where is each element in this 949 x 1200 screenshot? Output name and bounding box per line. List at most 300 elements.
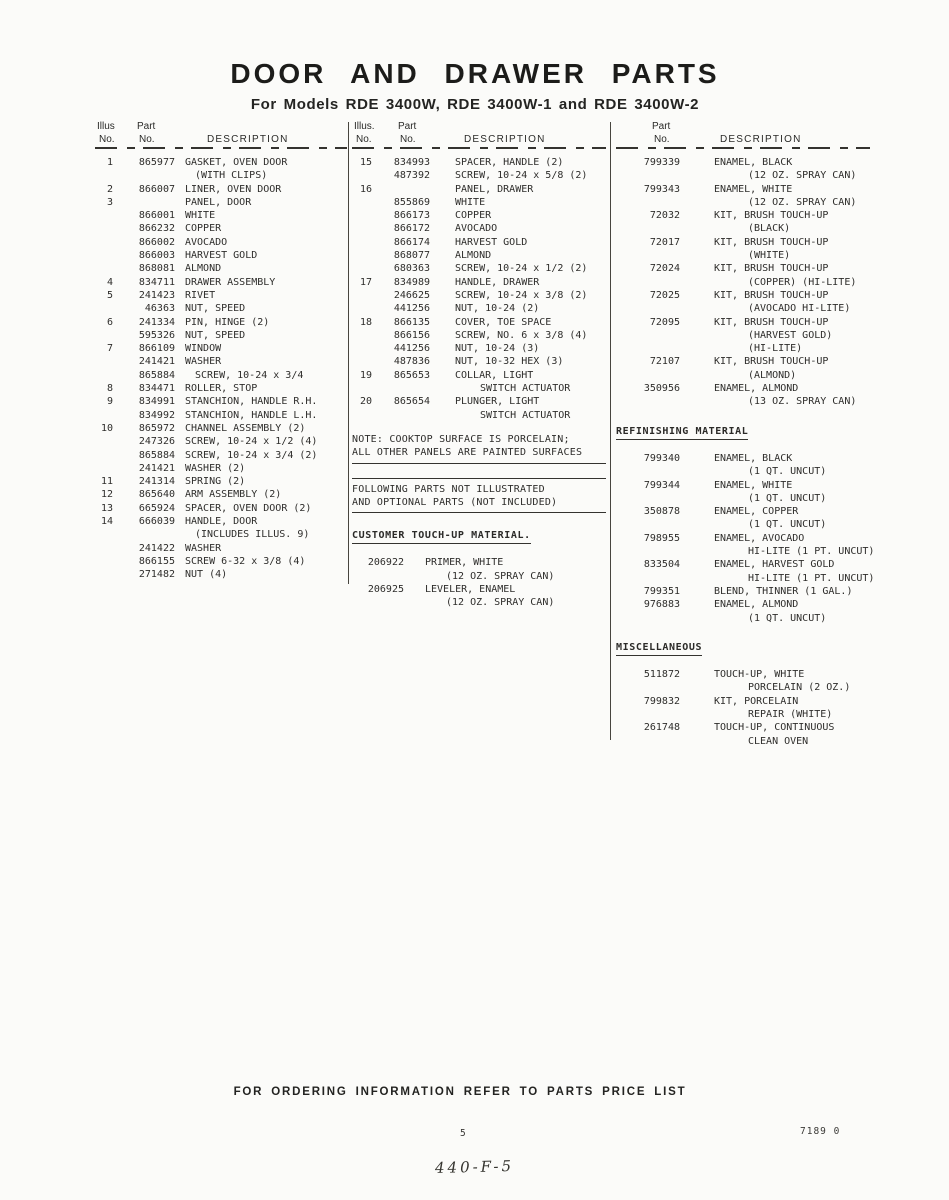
illus-no: 9 <box>106 396 113 408</box>
porcelain-note <box>352 433 606 464</box>
part-no: 595326 <box>138 329 175 341</box>
parts-entry-line <box>616 532 870 545</box>
part-no: 976883 <box>643 599 680 611</box>
parts-entry <box>616 585 870 598</box>
illus-no: 3 <box>106 196 113 208</box>
parts-entry <box>95 462 347 475</box>
illus-no <box>95 329 113 342</box>
parts-entry <box>95 196 347 209</box>
parts-entry-line <box>95 409 347 422</box>
parts-entry-line <box>616 585 870 598</box>
part-description: SCREW, 10-24 x 5/8 (2) <box>455 170 588 182</box>
column3-rows <box>616 156 870 409</box>
part-no: 866002 <box>138 236 175 248</box>
parts-entry <box>352 583 606 610</box>
parts-entry-line <box>352 236 606 249</box>
parts-column-2 <box>352 120 606 610</box>
parts-entry-line <box>95 156 347 169</box>
part-description: CHANNEL ASSEMBLY (2) <box>185 422 306 434</box>
illus-no: 2 <box>106 183 113 195</box>
parts-entry-line <box>352 570 606 583</box>
parts-entry <box>616 452 870 479</box>
parts-entry <box>95 355 347 368</box>
parts-entry <box>95 395 347 408</box>
part-description: (1 QT. UNCUT) <box>748 612 827 624</box>
page-title: DOOR AND DRAWER PARTS <box>230 58 720 89</box>
part-no: 441256 <box>393 303 430 315</box>
part-no: 855869 <box>393 196 430 208</box>
parts-entry-line <box>616 681 870 694</box>
illus-no <box>352 262 372 275</box>
parts-entry-line <box>352 169 606 182</box>
part-no-header-label: No. <box>400 134 416 145</box>
parts-entry-line <box>616 708 870 721</box>
illus-no: 17 <box>359 276 372 288</box>
parts-entry-line <box>95 355 347 368</box>
parts-entry-line <box>95 249 347 262</box>
part-no: 271482 <box>138 569 175 581</box>
part-description: REPAIR (WHITE) <box>748 708 833 720</box>
illus-no <box>352 236 372 249</box>
parts-entry-line <box>95 395 347 408</box>
parts-entry-line <box>616 316 870 329</box>
illus-no: 12 <box>100 489 113 501</box>
parts-entry-line <box>616 479 870 492</box>
parts-entry-line <box>95 475 347 488</box>
parts-entry <box>95 422 347 435</box>
illus-no: 7 <box>106 343 113 355</box>
column2-rows <box>352 156 606 422</box>
part-description: ALMOND <box>455 250 492 262</box>
column1-header <box>95 120 347 156</box>
part-no: 799832 <box>643 695 680 707</box>
parts-entry <box>95 568 347 581</box>
parts-entry-line <box>352 156 606 169</box>
part-no: 247326 <box>138 436 175 448</box>
part-no: 72107 <box>649 356 680 368</box>
form-number: 7189 0 <box>800 1126 841 1137</box>
parts-entry-line <box>352 329 606 342</box>
part-description: (COPPER) (HI-LITE) <box>748 276 857 288</box>
parts-entry-line <box>616 169 870 182</box>
parts-entry <box>95 502 347 515</box>
parts-entry <box>616 236 870 263</box>
part-description: STANCHION, HANDLE L.H. <box>185 409 318 421</box>
parts-entry <box>352 342 606 355</box>
part-no: 866156 <box>393 329 430 341</box>
illus-no <box>95 302 113 315</box>
illus-no <box>352 249 372 262</box>
parts-entry <box>352 369 606 396</box>
illus-no <box>95 568 113 581</box>
part-description: LEVELER, ENAMEL <box>425 584 516 596</box>
header-rule <box>95 147 347 149</box>
illus-no <box>95 249 113 262</box>
part-no: 441256 <box>393 343 430 355</box>
not-illustrated-note <box>352 478 606 514</box>
part-no: 865640 <box>138 489 175 501</box>
description-header-label: DESCRIPTION <box>464 134 546 145</box>
part-no: 866155 <box>138 555 175 567</box>
illus-no: 4 <box>106 276 113 288</box>
parts-entry <box>352 302 606 315</box>
part-no: 799340 <box>643 452 680 464</box>
part-description: SCREW, 10-24 x 1/2 (4) <box>185 436 318 448</box>
part-description: NUT, 10-24 (3) <box>455 343 540 355</box>
illus-no: 20 <box>359 396 372 408</box>
part-description: NUT (4) <box>185 569 228 581</box>
illus-no: 18 <box>359 316 372 328</box>
parts-entry-line <box>352 556 606 569</box>
part-no: 868077 <box>393 250 430 262</box>
parts-entry <box>95 289 347 302</box>
part-description: (HARVEST GOLD) <box>748 329 833 341</box>
parts-entry-line <box>616 505 870 518</box>
illus-no <box>352 289 372 302</box>
parts-entry <box>616 382 870 409</box>
column3-header <box>616 120 870 156</box>
parts-entry-line <box>352 302 606 315</box>
part-description: (BLACK) <box>748 223 791 235</box>
illus-no: 1 <box>106 157 113 168</box>
parts-entry-line <box>616 735 870 748</box>
part-description: ENAMEL, ALMOND <box>714 599 799 611</box>
parts-entry-line <box>352 262 606 275</box>
part-no: 865972 <box>138 422 175 434</box>
parts-entry <box>352 209 606 222</box>
parts-entry-line <box>95 276 347 289</box>
parts-entry <box>95 369 347 382</box>
parts-entry <box>616 558 875 585</box>
part-description: PIN, HINGE (2) <box>185 316 270 328</box>
part-no: 866109 <box>138 343 175 355</box>
header-rule <box>616 147 870 149</box>
part-description: KIT, PORCELAIN <box>714 695 799 707</box>
part-description: AVOCADO <box>185 236 228 248</box>
part-no: 865977 <box>138 157 175 168</box>
parts-entry-line <box>95 316 347 329</box>
parts-entry-line <box>95 502 347 515</box>
illus-no: 11 <box>100 476 113 488</box>
part-no: 241423 <box>138 289 175 301</box>
part-description: ENAMEL, BLACK <box>714 452 793 464</box>
part-no: 665924 <box>138 502 175 514</box>
parts-entry-line <box>352 409 606 422</box>
illus-no-header-label: No. <box>99 134 115 145</box>
parts-entry <box>352 556 606 583</box>
parts-entry-line <box>352 369 606 382</box>
part-description: WASHER <box>185 542 222 554</box>
part-no: 866174 <box>393 236 430 248</box>
parts-entry <box>352 169 606 182</box>
part-no: 865884 <box>138 449 175 461</box>
touchup-material-heading: CUSTOMER TOUCH-UP MATERIAL. <box>352 529 531 544</box>
part-no: 487392 <box>393 170 430 182</box>
part-no: 246625 <box>393 289 430 301</box>
part-no: 798955 <box>643 532 680 544</box>
part-description: PRIMER, WHITE <box>425 557 504 569</box>
part-no: 241314 <box>138 476 175 488</box>
illus-no <box>352 342 372 355</box>
part-description: (13 OZ. SPRAY CAN) <box>748 396 857 408</box>
title-block <box>60 58 890 113</box>
illus-no: 16 <box>359 183 372 195</box>
part-no: 72025 <box>649 289 680 301</box>
parts-entry-line <box>616 545 875 558</box>
parts-entry-line <box>616 329 870 342</box>
section-rows <box>616 452 875 625</box>
part-description: HARVEST GOLD <box>185 250 258 262</box>
illus-no: 10 <box>100 422 113 434</box>
column-divider <box>610 122 611 740</box>
part-description: SCREW 6-32 x 3/8 (4) <box>185 555 306 567</box>
illus-no-header-label: No. <box>356 134 372 145</box>
illus-no <box>95 262 113 275</box>
parts-entry <box>95 329 347 342</box>
illus-no <box>95 449 113 462</box>
part-description: SCREW, 10-24 x 3/8 (2) <box>455 289 588 301</box>
part-description: WHITE <box>455 196 486 208</box>
part-description: ENAMEL, ALMOND <box>714 383 799 395</box>
parts-entry <box>616 355 870 382</box>
parts-entry-line <box>95 382 347 395</box>
part-description: KIT, BRUSH TOUCH-UP <box>714 289 829 301</box>
parts-entry-line <box>352 355 606 368</box>
part-no: 72017 <box>649 236 680 248</box>
part-description: SCREW, 10-24 x 3/4 <box>195 369 304 381</box>
parts-entry <box>95 382 347 395</box>
column1-rows <box>95 156 347 582</box>
section-heading: MISCELLANEOUS <box>616 641 702 656</box>
part-no: 834993 <box>393 157 430 168</box>
part-no: 833504 <box>643 559 680 571</box>
parts-entry <box>616 505 870 532</box>
parts-entry-line <box>616 721 870 734</box>
note-line: FOLLOWING PARTS NOT ILLUSTRATED <box>352 483 545 495</box>
part-description: NUT, 10-24 (2) <box>455 303 540 315</box>
parts-entry-line <box>616 262 870 275</box>
parts-entry-line <box>95 449 347 462</box>
parts-entry-line <box>352 196 606 209</box>
parts-entry-line <box>352 382 606 395</box>
illus-no: 8 <box>106 383 113 395</box>
parts-entry-line <box>352 276 606 289</box>
part-no: 72095 <box>649 316 680 328</box>
part-header-label: Part <box>137 121 156 132</box>
part-description: WINDOW <box>185 343 222 355</box>
part-description: ENAMEL, BLACK <box>714 157 793 168</box>
note-line: AND OPTIONAL PARTS (NOT INCLUDED) <box>352 496 558 508</box>
part-description: ROLLER, STOP <box>185 383 258 395</box>
parts-entry-line <box>616 183 870 196</box>
part-description: SCREW, 10-24 x 3/4 (2) <box>185 449 318 461</box>
illus-no <box>95 209 113 222</box>
illus-no: 6 <box>106 316 113 328</box>
parts-entry <box>95 555 347 568</box>
part-description: SPACER, OVEN DOOR (2) <box>185 502 312 514</box>
parts-entry-line <box>95 568 347 581</box>
parts-entry-line <box>95 435 347 448</box>
part-no: 206925 <box>367 584 404 596</box>
part-description: PLUNGER, LIGHT <box>455 396 540 408</box>
parts-entry-line <box>95 515 347 528</box>
parts-entry-line <box>95 289 347 302</box>
parts-entry-line <box>616 302 870 315</box>
parts-entry-line <box>616 518 870 531</box>
parts-entry <box>616 479 870 506</box>
parts-entry <box>352 355 606 368</box>
part-no: 834711 <box>138 276 175 288</box>
parts-entry <box>95 249 347 262</box>
parts-entry <box>95 409 347 422</box>
illus-header-label: Illus <box>97 121 115 132</box>
parts-entry <box>95 488 347 501</box>
part-description: NUT, SPEED <box>185 329 246 341</box>
parts-entry-line <box>352 583 606 596</box>
column2-header <box>352 120 606 156</box>
part-description: BLEND, THINNER (1 GAL.) <box>714 585 853 597</box>
illus-no <box>95 355 113 368</box>
parts-entry <box>616 721 870 748</box>
parts-entry <box>95 542 347 555</box>
part-description: ENAMEL, COPPER <box>714 506 799 518</box>
parts-entry-line <box>616 276 870 289</box>
parts-entry <box>95 183 347 196</box>
parts-entry-line <box>616 452 870 465</box>
illus-no: 14 <box>100 516 113 528</box>
parts-entry <box>616 695 870 722</box>
parts-entry-line <box>616 236 870 249</box>
part-no: 261748 <box>643 722 680 734</box>
parts-entry-line <box>616 695 870 708</box>
parts-entry-line <box>95 183 347 196</box>
parts-entry <box>95 316 347 329</box>
part-description: WHITE <box>185 210 216 222</box>
part-description: COVER, TOE SPACE <box>455 316 552 328</box>
page-number: 5 <box>460 1128 466 1139</box>
parts-entry-line <box>352 395 606 408</box>
parts-column-3 <box>616 120 875 748</box>
part-no-header-label: No. <box>654 134 670 145</box>
part-no: 350956 <box>643 383 680 395</box>
part-no: 866001 <box>138 210 175 222</box>
part-description: TOUCH-UP, CONTINUOUS <box>714 722 835 734</box>
parts-entry-line <box>95 555 347 568</box>
part-no: 834989 <box>393 276 430 288</box>
part-description: (12 OZ. SPRAY CAN) <box>748 170 857 182</box>
part-description: AVOCADO <box>455 223 498 235</box>
part-description: HANDLE, DOOR <box>185 516 258 528</box>
note-line: ALL OTHER PANELS ARE PAINTED SURFACES <box>352 447 583 459</box>
parts-entry-line <box>352 342 606 355</box>
part-description: PANEL, DOOR <box>185 196 252 208</box>
part-description: COPPER <box>455 210 492 222</box>
parts-entry <box>95 209 347 222</box>
parts-entry-line <box>616 465 870 478</box>
parts-entry <box>95 475 347 488</box>
part-description: COLLAR, LIGHT <box>455 369 534 381</box>
part-no: 866003 <box>138 250 175 262</box>
part-description: KIT, BRUSH TOUCH-UP <box>714 210 829 222</box>
part-no: 241421 <box>138 462 175 474</box>
parts-entry-line <box>95 488 347 501</box>
parts-entry-line <box>95 302 347 315</box>
parts-entry <box>95 302 347 315</box>
parts-entry <box>95 435 347 448</box>
part-description: HARVEST GOLD <box>455 236 528 248</box>
part-no: 834471 <box>138 383 175 395</box>
parts-entry-line <box>95 222 347 235</box>
part-description: TOUCH-UP, WHITE <box>714 669 805 681</box>
parts-entry-line <box>95 369 347 382</box>
part-description: (1 QT. UNCUT) <box>748 519 827 531</box>
part-no: 680363 <box>393 263 430 275</box>
part-no: 866173 <box>393 210 430 222</box>
part-no: 350878 <box>643 506 680 518</box>
part-description: (12 OZ. SPRAY CAN) <box>446 570 555 582</box>
part-no: 666039 <box>138 516 175 528</box>
part-no: 799339 <box>643 157 680 168</box>
part-no: 206922 <box>367 557 404 569</box>
part-no: 241421 <box>138 356 175 368</box>
parts-entry-line <box>95 422 347 435</box>
parts-entry-line <box>616 249 870 262</box>
illus-no <box>352 169 372 182</box>
page-subtitle: For Models RDE 3400W, RDE 3400W-1 and RDE 3400W-2 <box>250 96 700 113</box>
parts-entry <box>352 183 606 196</box>
part-description: ARM ASSEMBLY (2) <box>185 489 282 501</box>
part-description: GASKET, OVEN DOOR <box>185 157 288 168</box>
part-description: (WITH CLIPS) <box>195 170 268 182</box>
parts-entry <box>616 668 870 695</box>
part-description: ENAMEL, WHITE <box>714 479 793 491</box>
parts-entry <box>616 598 870 625</box>
parts-entry-line <box>616 342 870 355</box>
part-description: PORCELAIN (2 OZ.) <box>748 682 851 694</box>
part-description: (ALMOND) <box>748 369 797 381</box>
parts-entry <box>95 236 347 249</box>
parts-entry-line <box>352 316 606 329</box>
part-description: NUT, 10-32 HEX (3) <box>455 356 564 368</box>
parts-entry <box>352 329 606 342</box>
description-header-label: DESCRIPTION <box>720 134 802 145</box>
parts-entry-line <box>352 222 606 235</box>
part-no: 866007 <box>138 183 175 195</box>
parts-entry-line <box>616 222 870 235</box>
part-description: NUT, SPEED <box>185 303 246 315</box>
parts-entry <box>352 196 606 209</box>
part-no: 865653 <box>393 369 430 381</box>
part-description: ENAMEL, WHITE <box>714 183 793 195</box>
illus-no: 13 <box>100 502 113 514</box>
illus-no <box>95 435 113 448</box>
parts-entry <box>352 262 606 275</box>
parts-entry <box>352 236 606 249</box>
parts-entry-line <box>616 558 870 571</box>
part-description: (12 OZ. SPRAY CAN) <box>748 196 857 208</box>
part-description: STANCHION, HANDLE R.H. <box>185 396 318 408</box>
part-description: SPACER, HANDLE (2) <box>455 157 564 168</box>
part-description: SWITCH ACTUATOR <box>480 383 571 395</box>
illus-no <box>95 222 113 235</box>
illus-no <box>95 236 113 249</box>
parts-entry <box>352 156 606 169</box>
parts-entry <box>352 316 606 329</box>
part-no: 46363 <box>144 303 175 315</box>
ordering-notice: FOR ORDERING INFORMATION REFER TO PARTS PRICE LIST <box>233 1086 687 1098</box>
illus-no: 19 <box>359 369 372 381</box>
parts-entry <box>616 289 870 316</box>
